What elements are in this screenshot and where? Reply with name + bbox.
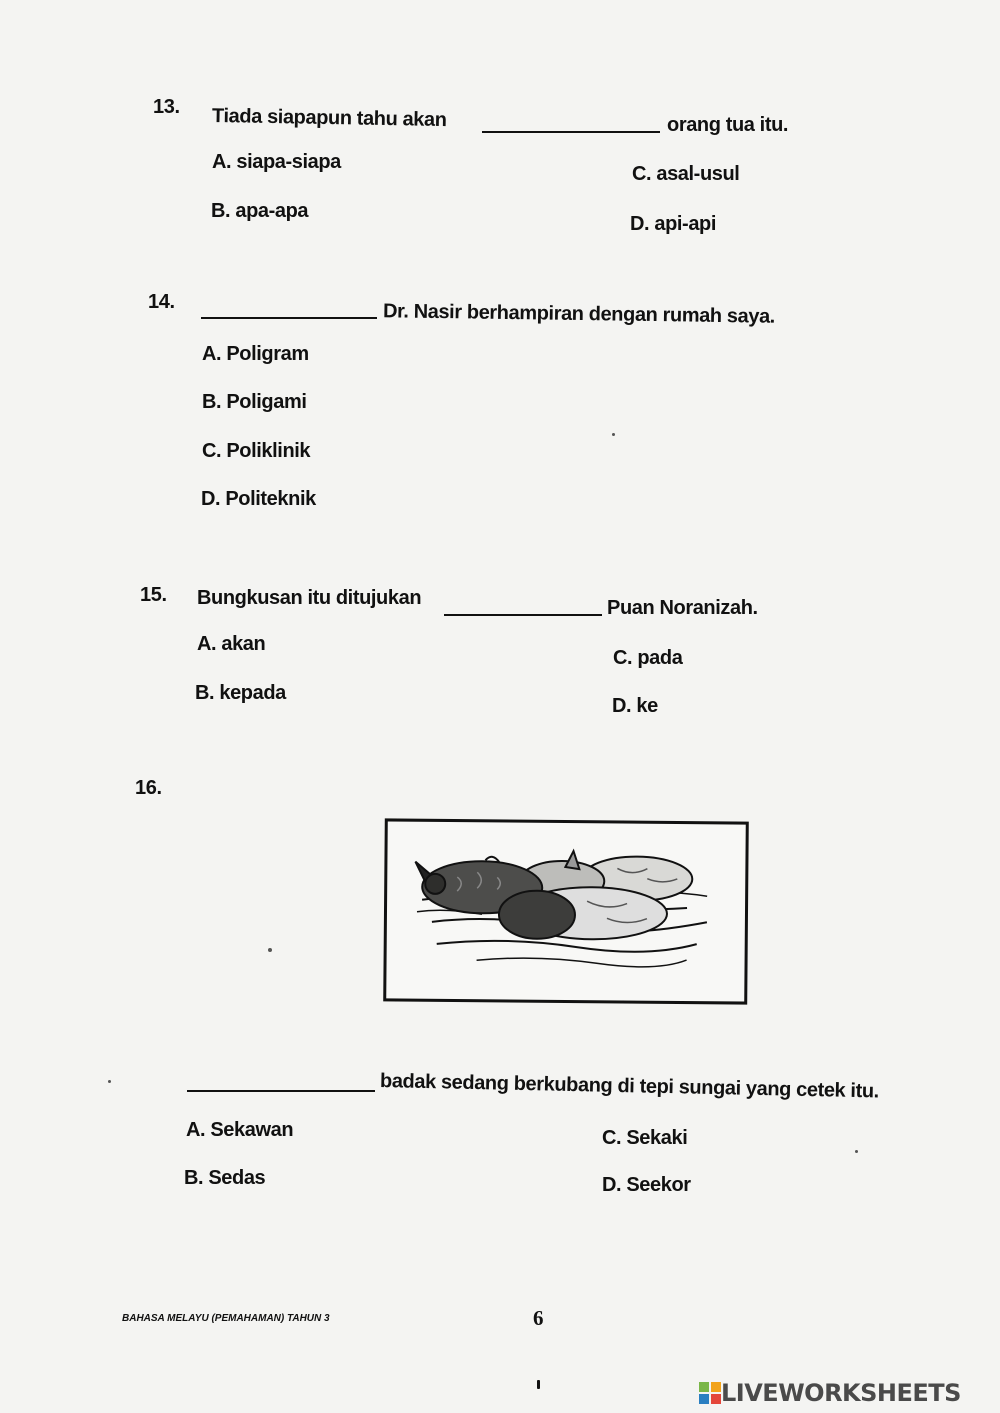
question-13-blank[interactable]: [482, 131, 660, 133]
scan-speck: [612, 433, 615, 436]
scan-speck: [268, 948, 272, 952]
question-16-option-d[interactable]: D. Seekor: [602, 1174, 691, 1196]
liveworksheets-watermark: [699, 1378, 961, 1408]
question-16-option-c[interactable]: C. Sekaki: [602, 1127, 688, 1149]
liveworksheets-wordmark: LIVEWORKSHEETS: [721, 1379, 961, 1407]
question-14-option-c[interactable]: C. Poliklinik: [202, 440, 311, 462]
scan-speck: [108, 1080, 111, 1083]
question-14-number: 14.: [148, 291, 175, 313]
question-15-number: 15.: [140, 584, 167, 606]
question-16-number: 16.: [135, 777, 162, 799]
rhino-drawing: [386, 821, 746, 1001]
question-15-option-b[interactable]: B. kepada: [195, 682, 286, 704]
scan-speck: [855, 1150, 858, 1153]
page-number: 6: [533, 1306, 544, 1330]
rhino-wallowing-illustration: [383, 818, 749, 1004]
question-15-blank[interactable]: [444, 614, 602, 616]
liveworksheets-logo-icon: [699, 1382, 721, 1404]
footer-subject: BAHASA MELAYU (PEMAHAMAN) TAHUN 3: [122, 1313, 330, 1324]
question-16-blank[interactable]: [187, 1090, 375, 1092]
question-15-option-d[interactable]: D. ke: [612, 695, 658, 717]
question-15-text-after: Puan Noranizah.: [607, 597, 758, 619]
scan-speck: [537, 1380, 540, 1389]
question-15-option-a[interactable]: A. akan: [197, 633, 266, 655]
question-13-number: 13.: [153, 96, 180, 118]
question-13-text-after: orang tua itu.: [667, 114, 789, 136]
question-16-text-after: badak sedang berkubang di tepi sungai yang cetek itu.: [379, 1070, 880, 1103]
question-13-text-before: Tiada siapapun tahu akan: [211, 104, 447, 132]
question-13-option-c[interactable]: C. asal-usul: [632, 163, 740, 185]
question-16-option-a[interactable]: A. Sekawan: [186, 1119, 294, 1141]
question-13-option-a[interactable]: A. siapa-siapa: [212, 151, 341, 173]
question-15-option-c[interactable]: C. pada: [613, 647, 683, 669]
question-14-option-d[interactable]: D. Politeknik: [201, 488, 316, 510]
question-13-option-d[interactable]: D. api-api: [630, 213, 717, 235]
question-14-blank[interactable]: [201, 317, 377, 319]
question-14-text-after: Dr. Nasir berhampiran dengan rumah saya.: [382, 300, 776, 328]
question-16-option-b[interactable]: B. Sedas: [184, 1167, 266, 1189]
question-14-option-b[interactable]: B. Poligami: [202, 391, 307, 413]
question-13-option-b[interactable]: B. apa-apa: [211, 200, 309, 222]
question-15-text-before: Bungkusan itu ditujukan: [197, 587, 422, 609]
question-14-option-a[interactable]: A. Poligram: [202, 343, 309, 365]
